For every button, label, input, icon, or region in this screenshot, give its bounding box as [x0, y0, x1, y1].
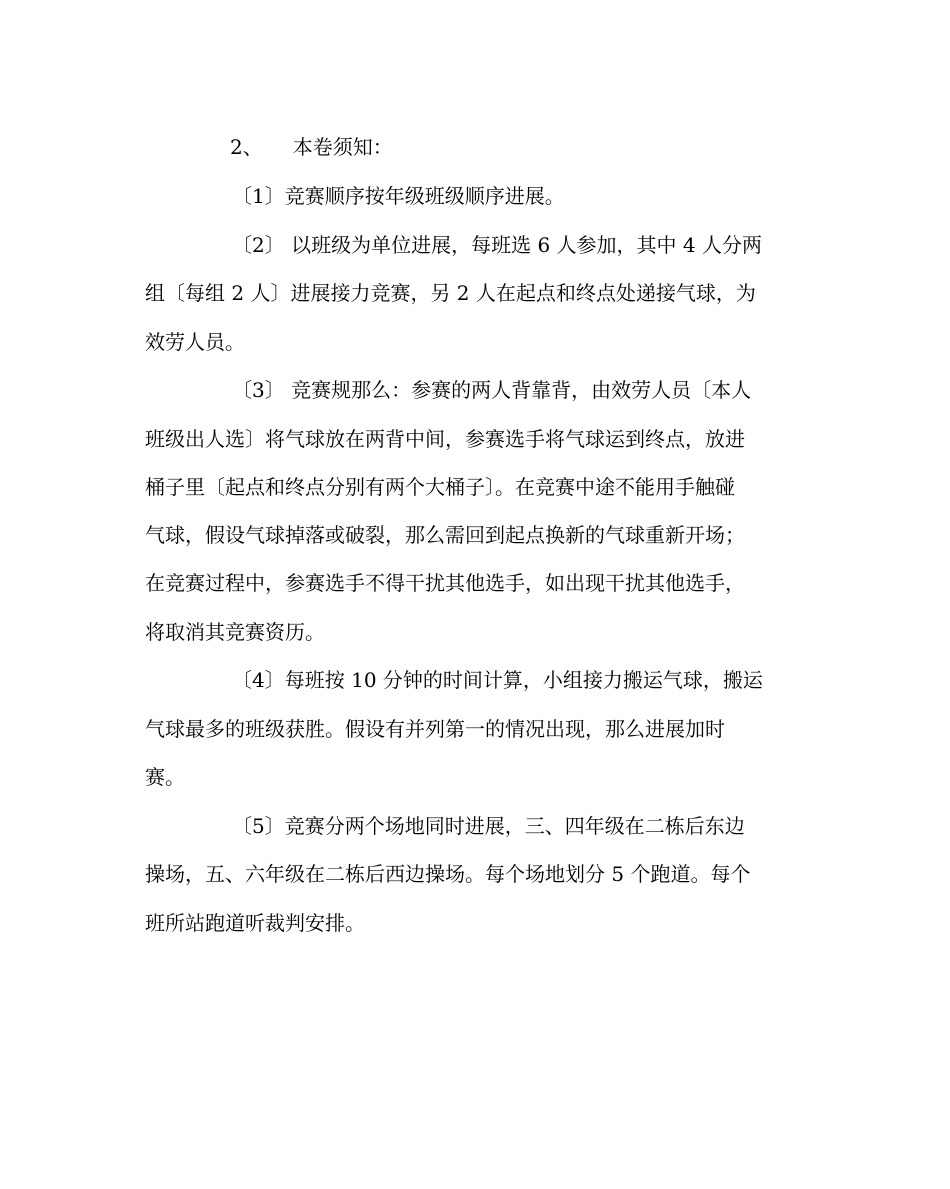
- item-3-line-3: 桶子里〔起点和终点分别有两个大桶子〕。在竞赛中途不能用手触碰: [145, 475, 735, 499]
- item-5-text: 竞赛分两个场地同时进展，三、四年级在二栋后东边: [284, 814, 745, 838]
- item-5-label: 〔5〕: [232, 814, 285, 838]
- item-5-line-1: [232, 814, 745, 838]
- item-3-label: 〔3〕: [232, 378, 285, 402]
- section-number: 2、: [230, 135, 263, 159]
- item-4-line-2: 气球最多的班级获胜。假设有并列第一的情况出现，那么进展加时: [145, 717, 725, 741]
- item-3-text: 竞赛规那么：参赛的两人背靠背，由效劳人员〔本人: [284, 378, 752, 402]
- item-1-text: 竞赛顺序按年级班级顺序进展。: [284, 184, 565, 208]
- item-3-line-5: 在竞赛过程中，参赛选手不得干扰其他选手，如出现干扰其他选手，: [145, 571, 745, 595]
- item-2-label: 〔2〕: [232, 233, 285, 257]
- item-2-line-2: 组〔每组 2 人〕进展接力竞赛，另 2 人在起点和终点处递接气球，为: [145, 281, 756, 305]
- item-2-line-1: [232, 233, 762, 257]
- item-5-line-2: 操场，五、六年级在二栋后西边操场。每个场地划分 5 个跑道。每个: [145, 862, 751, 886]
- item-4-label: 〔4〕: [232, 668, 285, 692]
- item-1-line-1: [232, 184, 565, 208]
- item-4-text: 每班按 10 分钟的时间计算，小组接力搬运气球，搬运: [284, 668, 763, 692]
- item-4-line-1: [232, 668, 763, 692]
- item-3-line-4: 气球，假设气球掉落或破裂，那么需回到起点换新的气球重新开场；: [145, 523, 745, 547]
- item-1-label: 〔1〕: [232, 184, 285, 208]
- item-3-line-1: [232, 378, 751, 402]
- item-3-line-2: 班级出人选〕将气球放在两背中间，参赛选手将气球运到终点，放进: [145, 427, 745, 451]
- item-3-line-6: 将取消其竞赛资历。: [145, 620, 325, 644]
- item-2-line-3: 效劳人员。: [145, 330, 245, 354]
- section-heading: [230, 135, 393, 159]
- item-2-text: 以班级为单位进展，每班选 6 人参加，其中 4 人分两: [284, 233, 762, 257]
- item-5-line-3: 班所站跑道听裁判安排。: [145, 911, 365, 935]
- section-title: 本卷须知：: [292, 135, 393, 159]
- item-4-line-3: 赛。: [145, 765, 185, 789]
